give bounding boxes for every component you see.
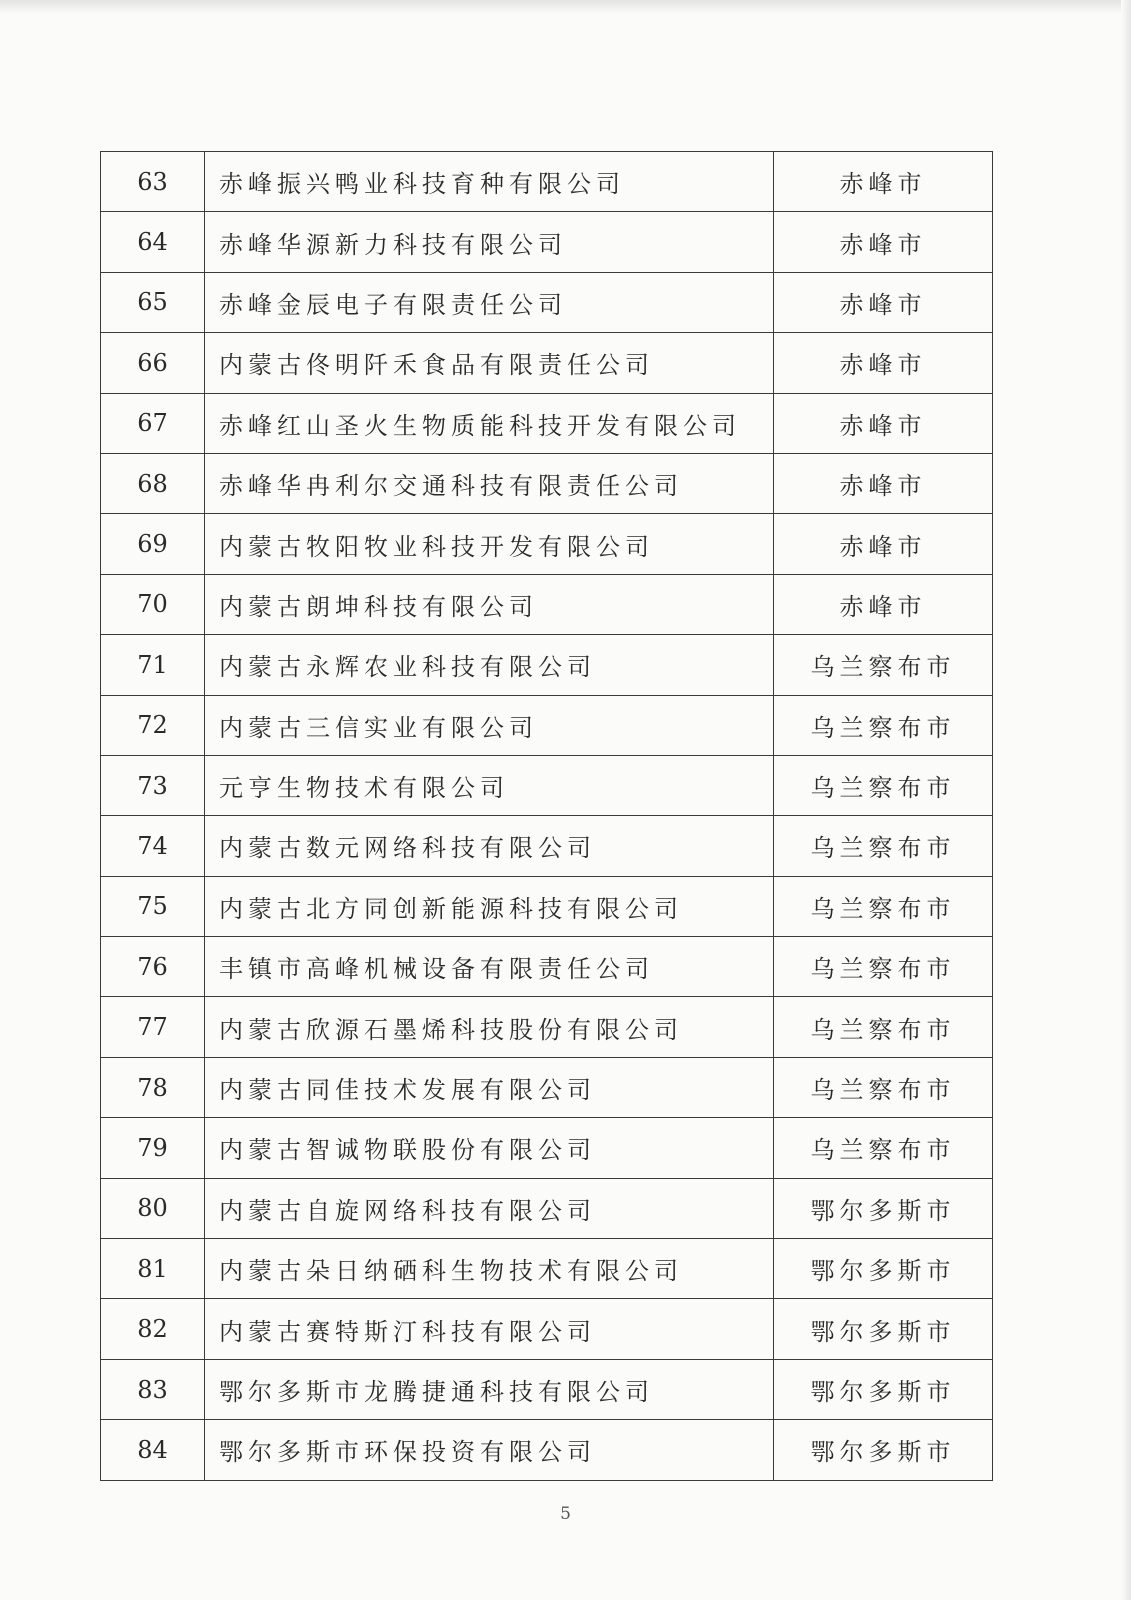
city-name: 鄂尔多斯市: [774, 1178, 993, 1238]
table-row: [101, 1118, 993, 1178]
company-name: 赤峰华冉利尔交通科技有限责任公司: [205, 453, 774, 513]
city-name: 赤峰市: [774, 574, 993, 634]
row-number: 74: [101, 816, 205, 876]
row-number: 73: [101, 755, 205, 815]
table-row: [101, 333, 993, 393]
table-row: [101, 152, 993, 212]
row-number: 65: [101, 272, 205, 332]
company-name: 内蒙古智诚物联股份有限公司: [205, 1118, 774, 1178]
row-number: 83: [101, 1359, 205, 1419]
table-row: [101, 1239, 993, 1299]
company-name: 赤峰振兴鸭业科技育种有限公司: [205, 152, 774, 212]
company-table: [100, 151, 993, 1481]
company-name: 赤峰华源新力科技有限公司: [205, 212, 774, 272]
company-name: 内蒙古欣源石墨烯科技股份有限公司: [205, 997, 774, 1057]
company-name: 元亨生物技术有限公司: [205, 755, 774, 815]
row-number: 68: [101, 453, 205, 513]
company-name: 内蒙古朗坤科技有限公司: [205, 574, 774, 634]
company-name: 内蒙古佟明阡禾食品有限责任公司: [205, 333, 774, 393]
company-table-container: [100, 151, 993, 1481]
row-number: 75: [101, 876, 205, 936]
company-name: 内蒙古赛特斯汀科技有限公司: [205, 1299, 774, 1359]
company-name: 赤峰红山圣火生物质能科技开发有限公司: [205, 393, 774, 453]
city-name: 鄂尔多斯市: [774, 1299, 993, 1359]
row-number: 67: [101, 393, 205, 453]
row-number: 63: [101, 152, 205, 212]
table-row: [101, 1057, 993, 1117]
table-row: [101, 1359, 993, 1419]
city-name: 赤峰市: [774, 272, 993, 332]
row-number: 80: [101, 1178, 205, 1238]
company-name: 内蒙古北方同创新能源科技有限公司: [205, 876, 774, 936]
row-number: 64: [101, 212, 205, 272]
city-name: 乌兰察布市: [774, 997, 993, 1057]
city-name: 鄂尔多斯市: [774, 1239, 993, 1299]
company-name: 内蒙古数元网络科技有限公司: [205, 816, 774, 876]
table-row: [101, 212, 993, 272]
table-row: [101, 393, 993, 453]
city-name: 乌兰察布市: [774, 1118, 993, 1178]
table-row: [101, 695, 993, 755]
row-number: 72: [101, 695, 205, 755]
page-number: 5: [560, 1504, 571, 1524]
company-name: 鄂尔多斯市龙腾捷通科技有限公司: [205, 1359, 774, 1419]
row-number: 70: [101, 574, 205, 634]
company-name: 内蒙古永辉农业科技有限公司: [205, 635, 774, 695]
company-name: 内蒙古同佳技术发展有限公司: [205, 1057, 774, 1117]
table-row: [101, 635, 993, 695]
city-name: 乌兰察布市: [774, 695, 993, 755]
table-row: [101, 453, 993, 513]
table-row: [101, 997, 993, 1057]
city-name: 赤峰市: [774, 333, 993, 393]
company-name: 内蒙古自旋网络科技有限公司: [205, 1178, 774, 1238]
row-number: 66: [101, 333, 205, 393]
scan-edge-top: [0, 0, 1131, 14]
row-number: 81: [101, 1239, 205, 1299]
row-number: 84: [101, 1420, 205, 1480]
table-row: [101, 755, 993, 815]
city-name: 赤峰市: [774, 514, 993, 574]
company-name: 丰镇市高峰机械设备有限责任公司: [205, 937, 774, 997]
company-table-body: [101, 152, 993, 1481]
city-name: 赤峰市: [774, 393, 993, 453]
row-number: 69: [101, 514, 205, 574]
city-name: 乌兰察布市: [774, 1057, 993, 1117]
table-row: [101, 816, 993, 876]
table-row: [101, 1178, 993, 1238]
company-name: 鄂尔多斯市环保投资有限公司: [205, 1420, 774, 1480]
city-name: 赤峰市: [774, 212, 993, 272]
row-number: 77: [101, 997, 205, 1057]
table-row: [101, 1299, 993, 1359]
city-name: 鄂尔多斯市: [774, 1359, 993, 1419]
table-row: [101, 937, 993, 997]
table-row: [101, 1420, 993, 1480]
company-name: 内蒙古朵日纳硒科生物技术有限公司: [205, 1239, 774, 1299]
row-number: 82: [101, 1299, 205, 1359]
table-row: [101, 272, 993, 332]
row-number: 78: [101, 1057, 205, 1117]
scan-edge-right: [1121, 0, 1131, 1600]
company-name: 内蒙古牧阳牧业科技开发有限公司: [205, 514, 774, 574]
city-name: 赤峰市: [774, 152, 993, 212]
city-name: 鄂尔多斯市: [774, 1420, 993, 1480]
city-name: 乌兰察布市: [774, 635, 993, 695]
city-name: 乌兰察布市: [774, 876, 993, 936]
table-row: [101, 876, 993, 936]
table-row: [101, 574, 993, 634]
row-number: 71: [101, 635, 205, 695]
row-number: 76: [101, 937, 205, 997]
row-number: 79: [101, 1118, 205, 1178]
company-name: 赤峰金辰电子有限责任公司: [205, 272, 774, 332]
city-name: 赤峰市: [774, 453, 993, 513]
table-row: [101, 514, 993, 574]
city-name: 乌兰察布市: [774, 937, 993, 997]
city-name: 乌兰察布市: [774, 755, 993, 815]
company-name: 内蒙古三信实业有限公司: [205, 695, 774, 755]
city-name: 乌兰察布市: [774, 816, 993, 876]
